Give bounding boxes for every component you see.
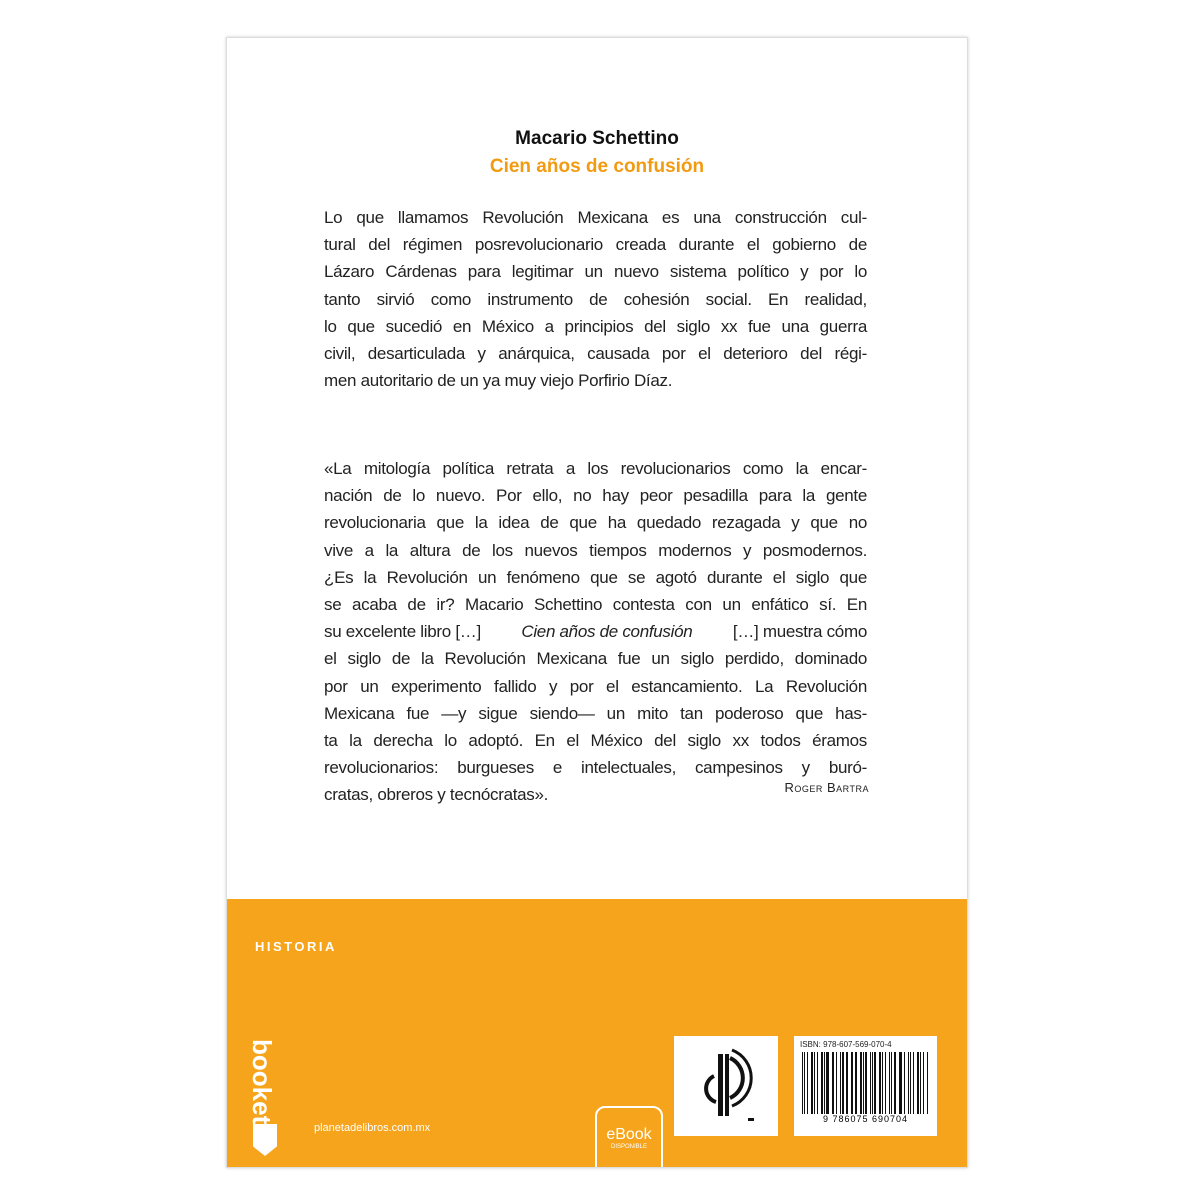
barcode (794, 1036, 937, 1136)
cempro-logo-icon (674, 1036, 778, 1136)
barcode-bar (900, 1052, 901, 1114)
text-line (324, 618, 867, 645)
text-line: lo que sucedió en México a principios del siglo xx fue una guerra (324, 316, 867, 336)
synopsis-paragraph (324, 204, 867, 394)
text-segment: su excelente libro […] (324, 622, 486, 642)
barcode-bar (865, 1052, 866, 1114)
text-line: ta la derecha lo adoptó. En el México del siglo xx todos éramos (324, 730, 867, 750)
barcode-bar (870, 1052, 871, 1114)
barcode-bar (923, 1052, 924, 1114)
barcode-bar (908, 1052, 909, 1114)
footer-band (227, 899, 967, 1167)
text-line: ¿Es la Revolución un fenómeno que se agotó durante el siglo que (324, 567, 867, 587)
barcode-bar (846, 1052, 847, 1114)
text-line: Lázaro Cárdenas para legitimar un nuevo sistema político y por lo (324, 262, 867, 282)
barcode-bar (891, 1052, 892, 1114)
barcode-bar (917, 1052, 919, 1114)
text-line: revolucionarios: burgueses e intelectuales, campesinos y buró- (324, 758, 867, 778)
barcode-bar (904, 1052, 905, 1114)
author-name: Macario Schettino (515, 128, 679, 149)
barcode-bar (832, 1052, 833, 1114)
text-line: Lo que llamamos Revolución Mexicana es una construcción cul- (324, 208, 867, 227)
book-title: Cien años de confusión (489, 156, 705, 177)
text-line: tanto sirvió como instrumento de cohesión social. En realidad, (324, 289, 867, 309)
barcode-bar (814, 1052, 815, 1114)
barcode-bar (842, 1052, 844, 1114)
text-line: revolucionaria que la idea de que ha quedado rezagada y que no (324, 513, 867, 533)
barcode-bar (851, 1052, 852, 1114)
barcode-bar (874, 1052, 876, 1114)
barcode-bar (824, 1052, 825, 1114)
barcode-bar (855, 1052, 856, 1114)
text-line: vive a la altura de los nuevos tiempos modernos y posmodernos. (324, 540, 867, 560)
text-line: por un experimento fallido y por el estancamiento. La Revolución (324, 676, 867, 696)
barcode-bar (863, 1052, 864, 1114)
barcode-bar (894, 1052, 896, 1114)
text-line: cratas, obreros y tecnócratas». (324, 785, 549, 805)
text-segment: […] muestra cómo (728, 622, 867, 642)
text-line: se acaba de ir? Macario Schettino contesta con un enfático sí. En (324, 594, 867, 614)
text-line: el siglo de la Revolución Mexicana fue un siglo perdido, dominado (324, 649, 867, 669)
text-line: nación de lo nuevo. Por ello, no hay peor pesadilla para la gente (324, 486, 867, 506)
text-line: men autoritario de un ya muy viejo Porfirio Díaz. (324, 371, 673, 391)
barcode-bar (802, 1052, 803, 1114)
barcode-bar (826, 1052, 828, 1114)
publisher-logo-icon (253, 1124, 277, 1156)
barcode-bar (885, 1052, 886, 1114)
ebook-sub: DISPONIBLE (610, 1144, 647, 1150)
barcode-bar (899, 1052, 900, 1114)
quote-author: Roger Bartra (784, 780, 869, 795)
ebook-badge (595, 1106, 663, 1168)
barcode-bar (817, 1052, 818, 1114)
barcode-bar (821, 1052, 822, 1114)
barcode-bar (836, 1052, 837, 1114)
publisher-logo: booket (247, 1039, 277, 1125)
barcode-bar (804, 1052, 805, 1114)
text-line: civil, desarticulada y anárquica, causada por el deterioro del régi- (324, 343, 867, 363)
isbn-text: ISBN: 978-607-569-070-4 (800, 1040, 892, 1049)
italic-book-title: Cien años de confusión (521, 622, 693, 642)
barcode-digits: 9 786075 690704 (822, 1114, 909, 1124)
barcode-bar (920, 1052, 921, 1114)
barcode-bar (872, 1052, 873, 1114)
ebook-label: eBook (606, 1126, 652, 1143)
barcode-bar (910, 1052, 911, 1114)
barcode-bar (879, 1052, 880, 1114)
website-link: planetadelibros.com.mx (314, 1122, 431, 1134)
book-back-cover (226, 37, 968, 1168)
barcode-bar (807, 1052, 808, 1114)
barcode-bar (840, 1052, 841, 1114)
quote-paragraph (324, 455, 867, 808)
barcode-bar (927, 1052, 928, 1114)
barcode-bar (811, 1052, 813, 1114)
barcode-bar (833, 1052, 834, 1114)
category-label: HISTORIA (255, 939, 337, 954)
barcode-bar (889, 1052, 890, 1114)
barcode-bar (860, 1052, 862, 1114)
barcode-bar (913, 1052, 914, 1114)
barcode-bar (882, 1052, 883, 1114)
text-line: tural del régimen posrevolucionario creada durante el gobierno de (324, 235, 867, 255)
barcode-bars (802, 1052, 929, 1114)
text-line: «La mitología política retrata a los revolucionarios como la encar- (324, 459, 867, 478)
barcode-bar (852, 1052, 853, 1114)
text-line: Mexicana fue —y sigue siendo— un mito tan poderoso que has- (324, 703, 867, 723)
